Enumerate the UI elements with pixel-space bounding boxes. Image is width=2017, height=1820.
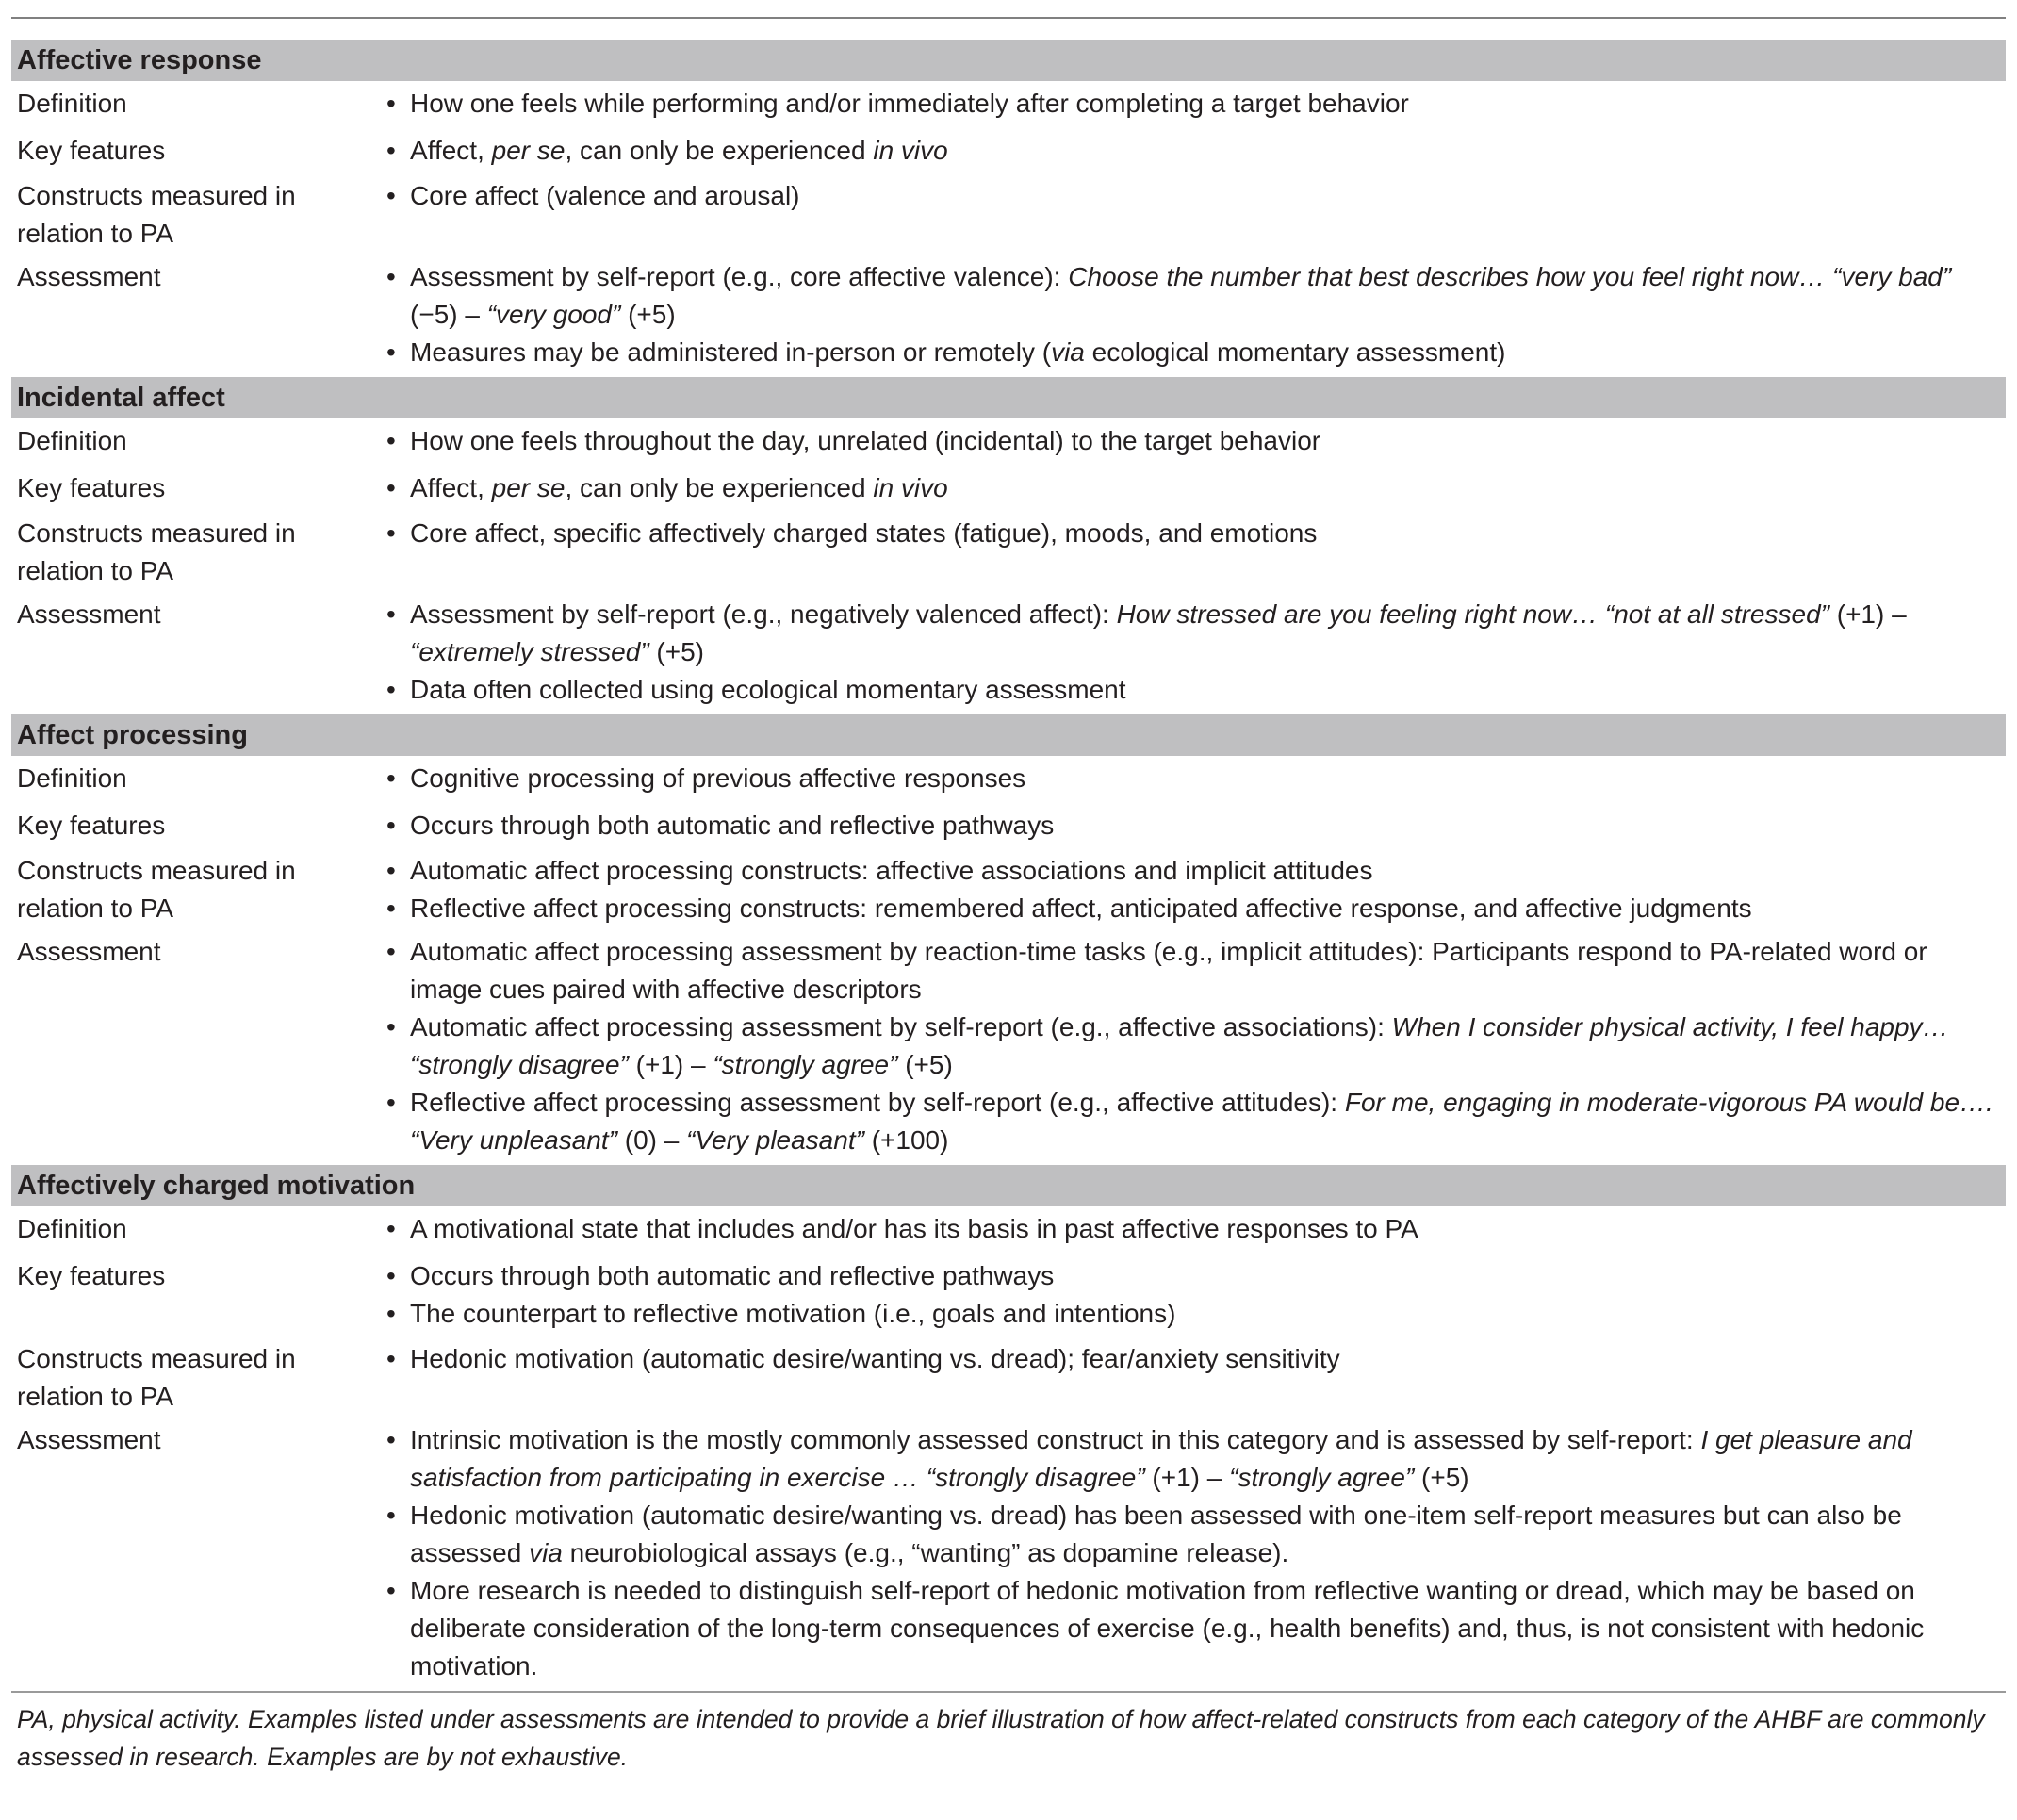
italic-text: in vivo (873, 473, 948, 502)
bullet-item (383, 85, 2000, 123)
row-content (383, 596, 2006, 709)
row-content (383, 1421, 2006, 1685)
bullet-item (383, 258, 2000, 334)
row-label-assessment: Assessment (17, 599, 161, 629)
bullet-list (383, 85, 2000, 123)
row-content (383, 1257, 2006, 1333)
row-label-key-features: Key features (17, 473, 166, 502)
section-header: Affectively charged motivation (11, 1165, 2006, 1206)
italic-text: “Very pleasant” (686, 1125, 864, 1155)
text-run: (+1) – (628, 1050, 713, 1079)
text-run: Automatic affect processing assessment by self-report (e.g., affective associations): (410, 1012, 1392, 1041)
text-run: Intrinsic motivation is the mostly commonly assessed construct in this category and is assessed by self-report: (410, 1425, 1701, 1454)
bullet-item (383, 807, 2000, 844)
row-label-definition: Definition (17, 1214, 127, 1243)
row-content (383, 933, 2006, 1159)
table-row (11, 1340, 2006, 1416)
bullet-item (383, 890, 2000, 927)
row-content (383, 1340, 2006, 1378)
bullet-list (383, 1340, 2000, 1378)
text-run: Occurs through both automatic and reflective pathways (410, 811, 1055, 840)
text-run: Assessment by self-report (e.g., core affective valence): (410, 262, 1069, 291)
table-row (11, 469, 2006, 507)
row-content (383, 515, 2006, 552)
italic-text: in vivo (873, 136, 948, 165)
table-row (11, 852, 2006, 927)
text-run: How one feels while performing and/or immediately after completing a target behavior (410, 89, 1409, 118)
text-run: (+5) (648, 637, 704, 666)
row-label-definition: Definition (17, 89, 127, 118)
section-affective-response (11, 40, 2006, 371)
bullet-item (383, 1497, 2000, 1572)
text-run: , can only be experienced (565, 136, 874, 165)
bullet-item (383, 933, 2000, 1008)
section-incidental-affect (11, 377, 2006, 709)
bullet-item (383, 422, 2000, 460)
text-run: (+1) – (1828, 599, 1907, 629)
text-run: , can only be experienced (565, 473, 874, 502)
bullet-item (383, 1008, 2000, 1084)
bullet-list (383, 933, 2000, 1159)
bullet-item (383, 177, 2000, 215)
row-content (383, 852, 2006, 927)
bullet-item (383, 132, 2000, 170)
row-label-assessment: Assessment (17, 937, 161, 966)
row-label-assessment: Assessment (17, 262, 161, 291)
table-row (11, 177, 2006, 253)
text-run: Core affect, specific affectively charged states (fatigue), moods, and emotions (410, 518, 1318, 548)
bullet-list (383, 515, 2000, 552)
table-row (11, 1421, 2006, 1685)
row-content (383, 760, 2006, 797)
text-run: Reflective affect processing assessment by self-report (e.g., affective attitudes): (410, 1088, 1345, 1117)
affect-constructs-table (11, 17, 2006, 1776)
row-label-definition: Definition (17, 763, 127, 793)
row-label-assessment: Assessment (17, 1425, 161, 1454)
bullet-item (383, 760, 2000, 797)
text-run: Occurs through both automatic and reflective pathways (410, 1261, 1055, 1290)
text-run: The counterpart to reflective motivation (i.e., goals and intentions) (410, 1299, 1176, 1328)
text-run: Reflective affect processing constructs: remembered affect, anticipated affective response, and affective judgments (410, 894, 1752, 923)
table-row (11, 132, 2006, 170)
section-header: Incidental affect (11, 377, 2006, 418)
table-row (11, 933, 2006, 1159)
row-content (383, 807, 2006, 844)
table-row (11, 1210, 2006, 1248)
bullet-list (383, 1210, 2000, 1248)
bullet-item (383, 852, 2000, 890)
italic-text: “extremely stressed” (410, 637, 649, 666)
bullet-list (383, 1257, 2000, 1333)
table-row (11, 258, 2006, 371)
bullet-list (383, 258, 2000, 371)
row-label-constructs-measured-in-relation-to-pa: Constructs measured in relation to PA (17, 518, 296, 585)
bullet-list (383, 177, 2000, 215)
italic-text: Choose the number that best describes how you feel right now… “very bad” (1068, 262, 1952, 291)
section-header: Affect processing (11, 714, 2006, 756)
text-run: Affect, (410, 473, 492, 502)
row-label-constructs-measured-in-relation-to-pa: Constructs measured in relation to PA (17, 1344, 296, 1411)
bullet-item (383, 469, 2000, 507)
text-run: Hedonic motivation (automatic desire/wanting vs. dread); fear/anxiety sensitivity (410, 1344, 1340, 1373)
bullet-item (383, 1084, 2000, 1159)
table-footnote: PA, physical activity. Examples listed under assessments are intended to provide a brief illustration of how affect-related constructs from each category of the AHBF are commonly assessed in research. Examples are by not exhaustive. (17, 1705, 1985, 1771)
text-run: Core affect (valence and arousal) (410, 181, 800, 210)
row-content (383, 422, 2006, 460)
row-label-constructs-measured-in-relation-to-pa: Constructs measured in relation to PA (17, 856, 296, 923)
text-run: (+1) – (1144, 1463, 1230, 1492)
table-row (11, 85, 2006, 123)
text-run: Measures may be administered in-person or remotely ( (410, 337, 1052, 367)
section-header: Affective response (11, 40, 2006, 81)
text-run: Affect, (410, 136, 492, 165)
bullet-list (383, 422, 2000, 460)
text-run: A motivational state that includes and/or has its basis in past affective responses to PA (410, 1214, 1418, 1243)
row-content (383, 132, 2006, 170)
italic-text: per se (491, 136, 566, 165)
italic-text: per se (491, 473, 566, 502)
bullet-item (383, 515, 2000, 552)
text-run: Cognitive processing of previous affective responses (410, 763, 1026, 793)
text-run: How one feels throughout the day, unrelated (incidental) to the target behavior (410, 426, 1321, 455)
row-label-key-features: Key features (17, 1261, 166, 1290)
text-run: (0) – (616, 1125, 687, 1155)
row-content (383, 1210, 2006, 1248)
row-content (383, 177, 2006, 215)
bullet-item (383, 1340, 2000, 1378)
text-run: neurobiological assays (e.g., “wanting” as dopamine release). (562, 1538, 1289, 1567)
bullet-list (383, 760, 2000, 797)
row-content (383, 258, 2006, 371)
table-row (11, 422, 2006, 460)
row-label-definition: Definition (17, 426, 127, 455)
bullet-item (383, 596, 2000, 671)
italic-text: I get pleasure and satisfaction from participating in exercise … “strongly disagree” (410, 1425, 1912, 1492)
italic-text: via (1051, 337, 1085, 367)
text-run: ecological momentary assessment) (1084, 337, 1506, 367)
bullet-list (383, 132, 2000, 170)
section-affectively-charged-motivation (11, 1165, 2006, 1685)
row-content (383, 85, 2006, 123)
text-run: Data often collected using ecological momentary assessment (410, 675, 1126, 704)
text-run: Automatic affect processing assessment by reaction-time tasks (e.g., implicit attitudes): Participants respond to PA-related word or image cues paired with affective descriptors (410, 937, 1927, 1004)
text-run: (+5) (897, 1050, 953, 1079)
row-label-key-features: Key features (17, 136, 166, 165)
bullet-list (383, 596, 2000, 709)
bullet-item (383, 334, 2000, 371)
text-run: Automatic affect processing constructs: affective associations and implicit attitudes (410, 856, 1373, 885)
italic-text: “strongly agree” (713, 1050, 898, 1079)
italic-text: For me, engaging in moderate-vigorous PA would be…. “Very unpleasant” (410, 1088, 1993, 1155)
row-content (383, 469, 2006, 507)
table-top-rule (11, 17, 2006, 19)
table-row (11, 760, 2006, 797)
bullet-item (383, 1421, 2000, 1497)
italic-text: “strongly agree” (1229, 1463, 1415, 1492)
bullet-item (383, 671, 2000, 709)
bullet-list (383, 1421, 2000, 1685)
table-row (11, 807, 2006, 844)
text-run: (+5) (620, 300, 676, 329)
italic-text: “very good” (486, 300, 621, 329)
table-row (11, 515, 2006, 590)
row-label-key-features: Key features (17, 811, 166, 840)
table-body (11, 40, 2006, 1685)
bullet-item (383, 1210, 2000, 1248)
italic-text: via (529, 1538, 563, 1567)
text-run: Assessment by self-report (e.g., negatively valenced affect): (410, 599, 1117, 629)
text-run: (+100) (863, 1125, 949, 1155)
section-affect-processing (11, 714, 2006, 1159)
bullet-list (383, 852, 2000, 927)
text-run: (−5) – (410, 300, 487, 329)
bullet-list (383, 807, 2000, 844)
bullet-item (383, 1257, 2000, 1295)
row-label-constructs-measured-in-relation-to-pa: Constructs measured in relation to PA (17, 181, 296, 248)
bullet-item (383, 1572, 2000, 1685)
italic-text: How stressed are you feeling right now… “not at all stressed” (1116, 599, 1829, 629)
text-run: More research is needed to distinguish self-report of hedonic motivation from reflective wanting or dread, which may be based on deliberate consideration of the long-term consequences of exercise (e.g., health benefits) and, thus, is not consistent with hedonic motivation. (410, 1576, 1925, 1681)
italic-text: When I consider physical activity, I feel happy… “strongly disagree” (410, 1012, 1949, 1079)
table-row (11, 1257, 2006, 1333)
text-run: (+5) (1414, 1463, 1469, 1492)
bullet-list (383, 469, 2000, 507)
table-row (11, 596, 2006, 709)
text-run: Hedonic motivation (automatic desire/wanting vs. dread) has been assessed with one-item self-report measures but can also be assessed (410, 1500, 1902, 1567)
bullet-item (383, 1295, 2000, 1333)
